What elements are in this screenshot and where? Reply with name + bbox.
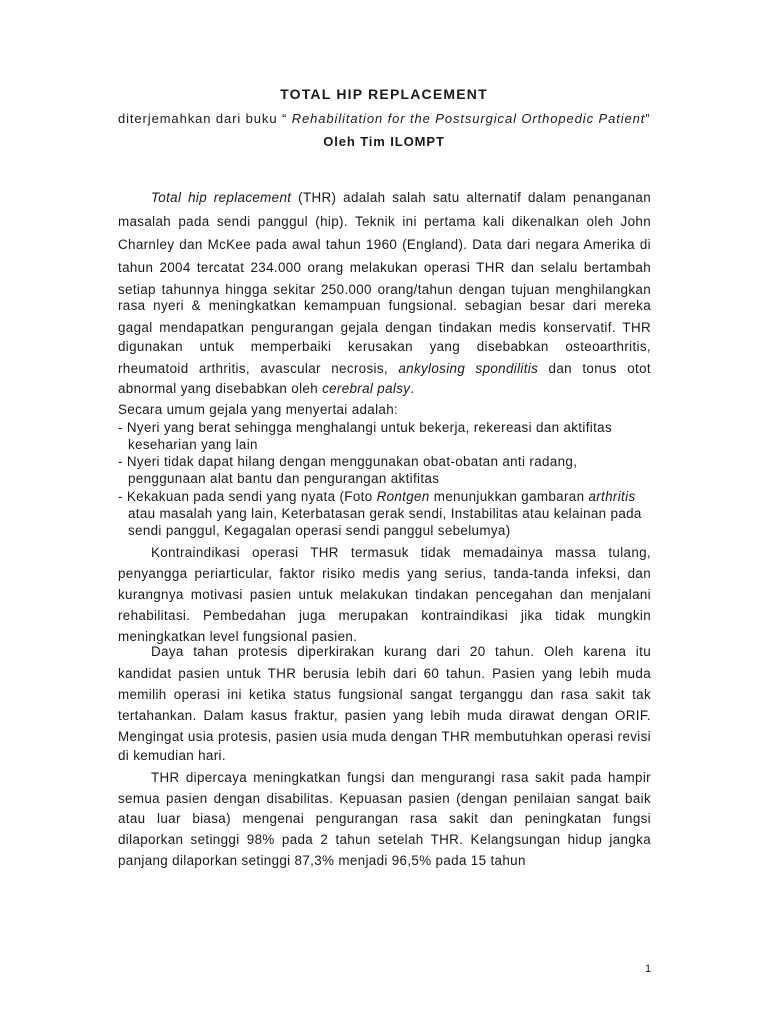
page-number: 1 [645,963,652,975]
paragraph-1-line-7: gagal mendapatkan pengurangan gejala dengan tindakan medis konservatif. THR [118,320,651,335]
symptom-2-line-2: penggunaan alat bantu dan pengurangan aktifitas [128,471,440,486]
paragraph-2-line-5: meningkatkan level fungsional pasien. [118,629,358,644]
document-title: TOTAL HIP REPLACEMENT [280,86,488,102]
ankylosing-term: ankylosing spondilitis [398,361,539,376]
document-subtitle [118,111,678,126]
paragraph-1-line-1-text: (THR) adalah salah satu alternatif dalam penanganan [291,190,651,205]
paragraph-1-line-9-end: dan tonus otot [538,361,651,376]
paragraph-4-line-1: THR dipercaya meningkatkan fungsi dan mengurangi rasa sakit pada hampir [151,770,651,785]
paragraph-3-line-2: kandidat pasien untuk THR berusia lebih dari 60 tahun. Pasien yang lebih muda [118,666,651,681]
paragraph-1-line-3: Charnley dan McKee pada awal tahun 1960 (England). Data dari negara Amerika di [118,237,651,252]
symptom-3-line-1-mid: menunjukkan gambaran [429,489,589,504]
symptom-3-line-2: atau masalah yang lain, Keterbatasan gerak sendi, Instabilitas atau kelainan pada [128,506,642,521]
symptom-2-line-1: - Nyeri tidak dapat hilang dengan menggunakan obat-obatan anti radang, [118,454,578,469]
arthritis-term: arthritis [588,489,636,504]
paragraph-1-line-4: tahun 2004 tercatat 234.000 orang melakukan operasi THR dan selalu bertambah [118,260,651,275]
symptom-3-line-1 [118,488,651,506]
paragraph-1-line-10 [118,379,651,399]
paragraph-4-line-2: semua pasien dengan disabilitas. Kepuasan pasien (dengan penilaian sangat baik [118,791,651,806]
symptom-3-line-1-text: - Kekakuan pada sendi yang nyata (Foto [118,489,377,504]
paragraph-1-line-10-text: abnormal yang disebabkan oleh [118,381,323,396]
symptom-1-line-1: - Nyeri yang berat sehingga menghalangi untuk bekerja, rekereasi dan aktifitas [118,420,613,435]
symptom-1-line-2: keseharian yang lain [128,437,258,452]
symptoms-intro: Secara umum gejala yang menyertai adalah: [118,402,399,417]
paragraph-1-line-1 [151,188,651,208]
paragraph-4-line-5: panjang dilaporkan setinggi 87,3% menjadi 96,5% pada 15 tahun [118,853,526,868]
cerebral-palsy-term: cerebral palsy [322,381,411,396]
paragraph-2-line-1: Kontraindikasi operasi THR termasuk tidak memadainya massa tulang, [151,545,651,560]
paragraph-1-line-6: rasa nyeri & meningkatkan kemampuan fungsional. sebagian besar dari mereka [118,298,651,313]
thr-term: Total hip replacement [151,190,292,205]
paragraph-3-line-5: Mengingat usia protesis, pasien usia muda dengan THR membutuhkan operasi revisi [118,729,651,744]
rontgen-term: Rontgen [376,489,430,504]
paragraph-1-line-2: masalah pada sendi panggul (hip). Teknik ini pertama kali dikenalkan oleh John [118,214,651,229]
paragraph-3-line-1: Daya tahan protesis diperkirakan kurang dari 20 tahun. Oleh karena itu [151,644,651,659]
paragraph-1-line-10-end: . [410,381,415,396]
paragraph-1-line-8: digunakan untuk memperbaiki kerusakan yang disebabkan osteoarthritis, [118,339,651,354]
book-title: Rehabilitation for the Postsurgical Orthopedic Patient [291,111,646,126]
paragraph-4-line-3: atau luar biasa) mengenai pengurangan rasa sakit dan peningkatan fungsi [118,811,651,826]
paragraph-1-line-9 [118,359,651,379]
document-author: Oleh Tim ILOMPT [323,134,445,149]
paragraph-2-line-2: penyangga periarticular, faktor risiko medis yang serius, tanda-tanda infeksi, dan [118,566,651,581]
paragraph-2-line-4: rehabilitasi. Pembedahan juga merupakan kontraindikasi jika tidak mungkin [118,608,651,623]
paragraph-2-line-3: kurangnya motivasi pasien untuk melakukan tindakan pencegahan dan menjalani [118,587,651,602]
paragraph-1-line-5: setiap tahunnya hingga sekitar 250.000 orang/tahun dengan tujuan menghilangkan [118,282,651,297]
paragraph-1-line-9-text: rheumatoid arthritis, avascular necrosis, [118,361,399,376]
paragraph-3-line-3: memilih operasi ini ketika status fungsional sangat terganggu dan rasa sakit tak [118,687,651,702]
subtitle-prefix: diterjemahkan dari buku “ [118,111,288,126]
paragraph-3-line-4: tertahankan. Dalam kasus fraktur, pasien yang lebih muda dirawat dengan ORIF. [118,708,651,723]
symptom-3-line-3: sendi panggul, Kegagalan operasi sendi panggul sebelumya) [128,523,511,538]
paragraph-4-line-4: dilaporkan setinggi 98% pada 2 tahun setelah THR. Kelangsungan hidup jangka [118,832,651,847]
paragraph-3-line-6: di kemudian hari. [118,748,226,763]
subtitle-suffix: ” [645,111,651,126]
